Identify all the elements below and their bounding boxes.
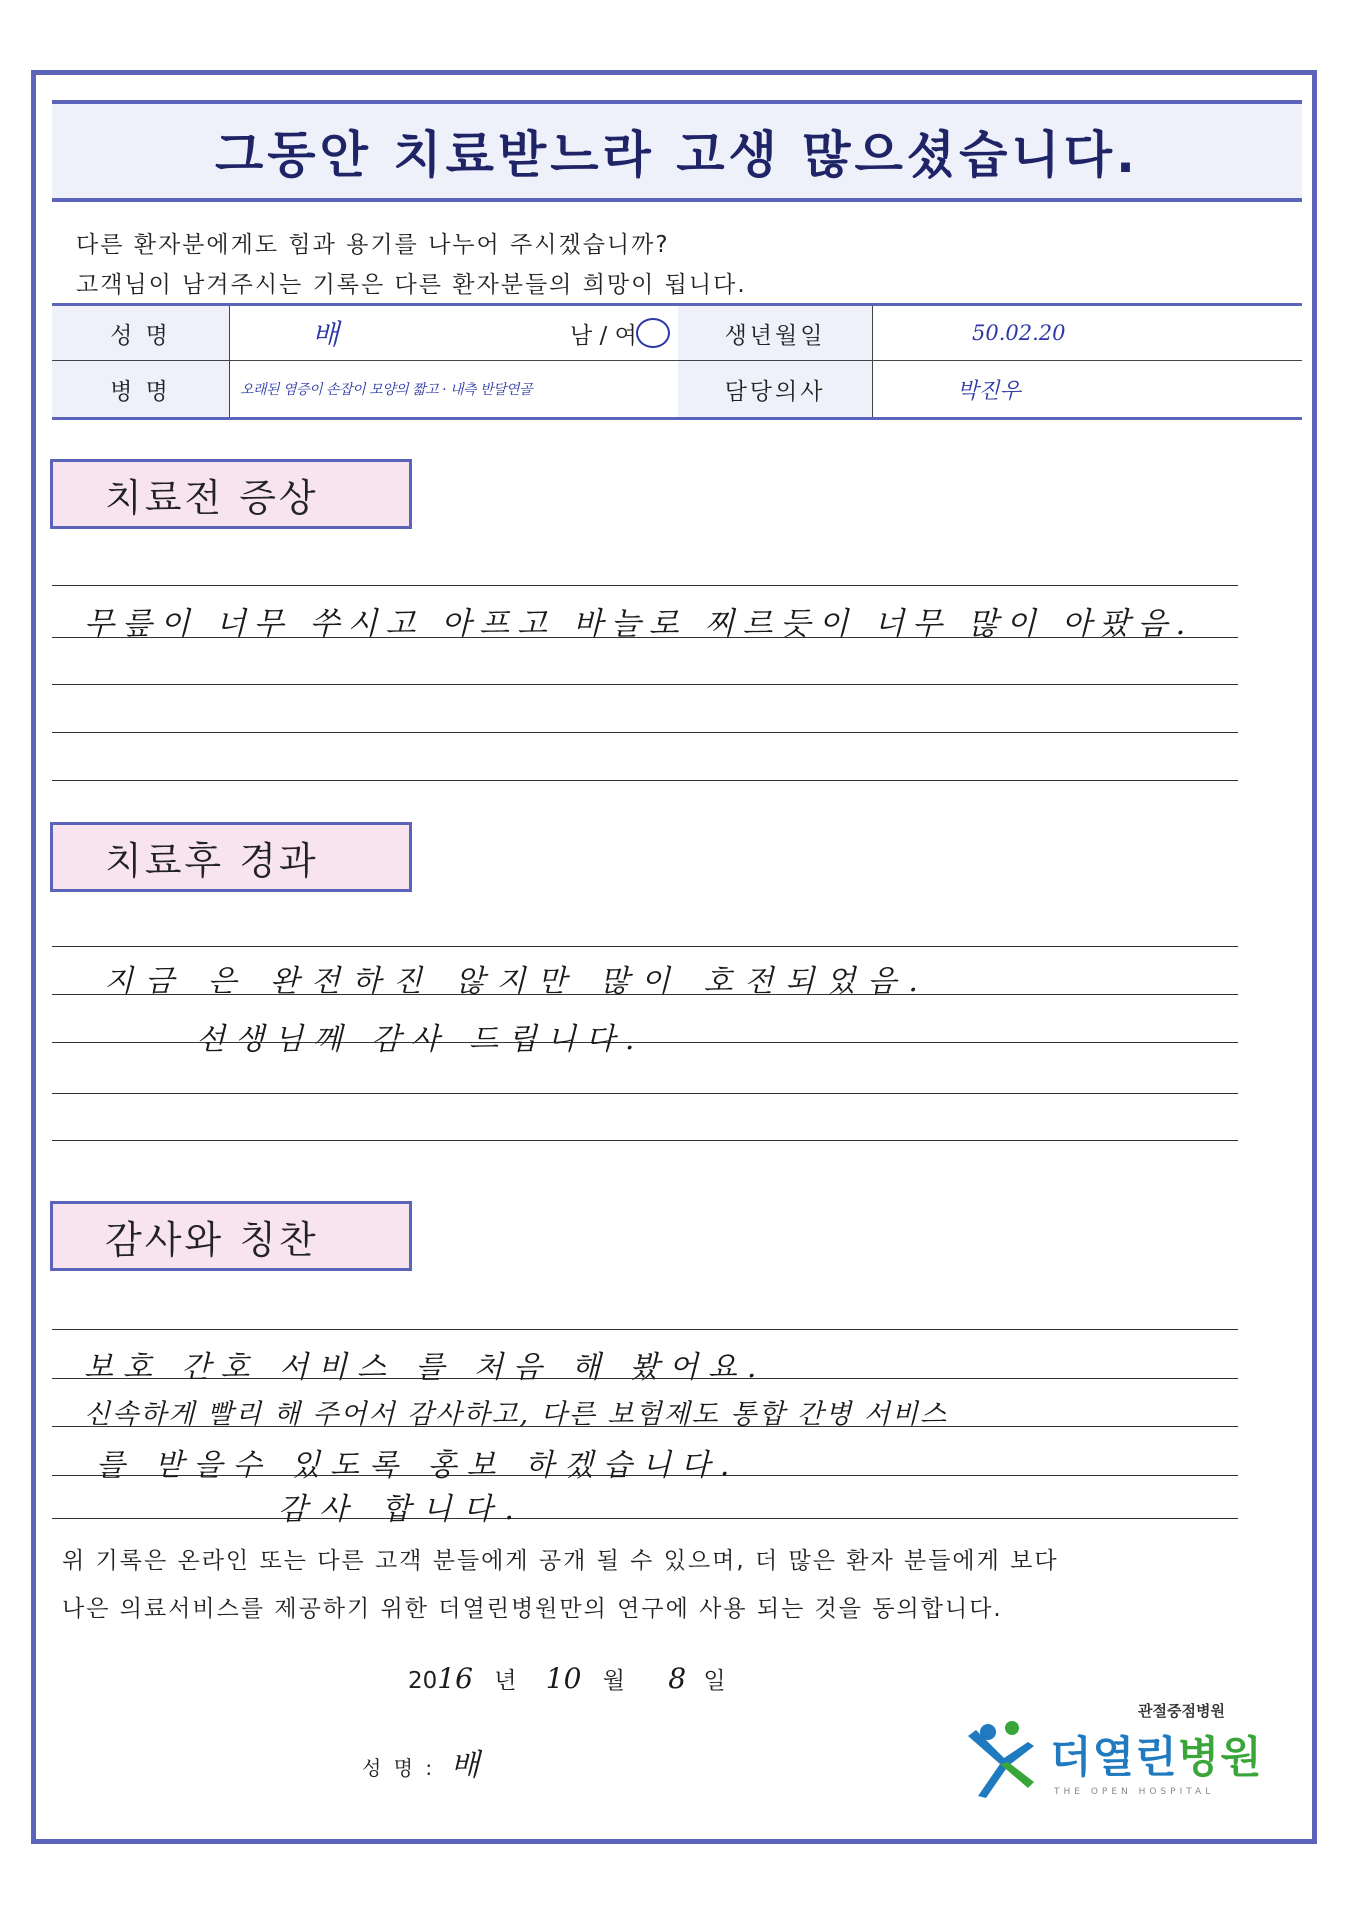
birth-label: 생년월일 bbox=[678, 306, 872, 360]
intro-line-1: 다른 환자분에게도 힘과 용기를 나누어 주시겠습니까? bbox=[76, 232, 670, 258]
writing-line bbox=[52, 585, 1238, 586]
writing-line bbox=[52, 780, 1238, 781]
logo-name-part-2: 병원 bbox=[1177, 1733, 1263, 1783]
logo-name-part-1: 더열린 bbox=[1050, 1733, 1178, 1783]
date-year-prefix: 20 bbox=[408, 1668, 438, 1694]
page-title: 그동안 치료받느라 고생 많으셨습니다. bbox=[214, 126, 1139, 184]
writing-line bbox=[52, 684, 1238, 685]
consent-line-1: 위 기록은 온라인 또는 다른 고객 분들에게 공개 될 수 있으며, 더 많은 환자 분들에게 보다 bbox=[62, 1548, 1059, 1574]
writing-line bbox=[52, 1093, 1238, 1094]
writing-line bbox=[52, 946, 1238, 947]
thanks-text-line-4[interactable]: 감사 합니다. bbox=[278, 1492, 526, 1527]
after-text-line-1[interactable]: 지금 은 완전하진 않지만 많이 호전되었음. bbox=[104, 964, 930, 999]
hospital-logo-name bbox=[1050, 1724, 1263, 1785]
title-banner bbox=[52, 100, 1302, 202]
logo-english-name: THE OPEN HOSPITAL bbox=[1054, 1787, 1215, 1797]
date-month-label: 월 bbox=[602, 1668, 625, 1694]
date-day[interactable]: 8 bbox=[668, 1662, 687, 1695]
date-day-label: 일 bbox=[703, 1668, 726, 1694]
writing-line bbox=[52, 1140, 1238, 1141]
date-year[interactable]: 16 bbox=[437, 1662, 473, 1695]
date-year-label: 년 bbox=[494, 1668, 517, 1694]
date-field[interactable] bbox=[408, 1662, 726, 1695]
signature-label: 성 명 : bbox=[362, 1756, 436, 1780]
writing-line bbox=[52, 732, 1238, 733]
gender-label: 남 / 여 bbox=[570, 322, 637, 349]
name-label: 성 명 bbox=[52, 306, 229, 360]
date-month[interactable]: 10 bbox=[545, 1662, 582, 1695]
name-value[interactable]: 배 bbox=[312, 318, 340, 351]
table-col-divider bbox=[229, 306, 230, 417]
section-header-before: 치료전 증상 bbox=[50, 459, 412, 529]
patient-info-table bbox=[52, 303, 1302, 420]
intro-line-2: 고객님이 남겨주시는 기록은 다른 환자분들의 희망이 됩니다. bbox=[76, 272, 747, 298]
doctor-value[interactable]: 박진우 bbox=[957, 378, 1021, 404]
thanks-text-line-1[interactable]: 보호 간호 서비스 를 처음 해 봤어요. bbox=[84, 1350, 767, 1385]
section-header-thanks: 감사와 칭찬 bbox=[50, 1201, 412, 1271]
signature-value[interactable]: 배 bbox=[450, 1748, 483, 1783]
thanks-text-line-3[interactable]: 를 받을수 있도록 홍보 하겠습니다. bbox=[96, 1448, 740, 1483]
writing-line bbox=[52, 1329, 1238, 1330]
before-text-line-1[interactable]: 무릎이 너무 쑤시고 아프고 바늘로 찌르듯이 너무 많이 아팠음. bbox=[84, 606, 1194, 642]
hospital-logo-icon bbox=[958, 1716, 1044, 1802]
gender-selected-circle bbox=[636, 318, 670, 348]
doctor-label: 담당의사 bbox=[678, 361, 872, 417]
logo-subtitle: 관절중점병원 bbox=[1138, 1702, 1225, 1720]
signature-field[interactable] bbox=[362, 1740, 482, 1784]
after-text-line-2[interactable]: 선생님께 감사 드립니다. bbox=[196, 1022, 645, 1057]
section-header-after: 치료후 경과 bbox=[50, 822, 412, 892]
disease-value[interactable]: 오래된 염증이 손잡이 모양의 짧고 · 내측 반달연골 bbox=[240, 382, 533, 398]
birth-value[interactable]: 50.02.20 bbox=[972, 321, 1066, 345]
disease-label: 병 명 bbox=[52, 361, 229, 417]
thanks-text-line-2[interactable]: 신속하게 빨리 해 주어서 감사하고, 다른 보험제도 통합 간병 서비스 bbox=[84, 1399, 949, 1430]
consent-line-2: 나은 의료서비스를 제공하기 위한 더열린병원만의 연구에 사용 되는 것을 동의합니다. bbox=[62, 1596, 1003, 1622]
writing-line bbox=[52, 1518, 1238, 1519]
table-col-divider bbox=[872, 306, 873, 417]
